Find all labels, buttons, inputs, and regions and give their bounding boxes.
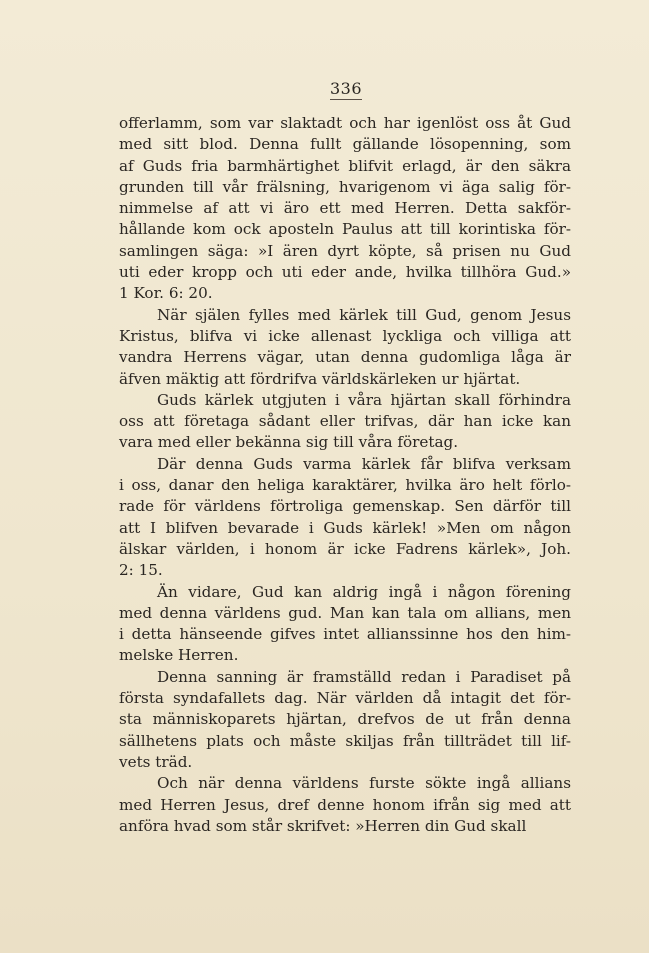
page-number: 336 <box>330 79 363 98</box>
text-line: oss att företaga sådant eller trifvas, där han icke kan <box>119 412 571 431</box>
text-line: Än vidare, Gud kan aldrig ingå i någon förening <box>157 582 571 601</box>
text-line: samlingen säga: »I ären dyrt köpte, så prisen nu Gud <box>119 241 571 260</box>
text-line: i oss, danar den heliga karaktärer, hvilka äro helt förlo- <box>119 476 571 495</box>
text-line: rade för världens förtroliga gemenskap. Sen därför till <box>119 497 571 516</box>
text-line: nimmelse af att vi äro ett med Herren. Detta sakför- <box>119 199 571 218</box>
paragraph <box>119 305 571 390</box>
text-line: vara med eller bekänna sig till våra företag. <box>119 433 459 452</box>
text-line: Kristus, blifva vi icke allenast lyckliga och villiga att <box>119 326 571 345</box>
text-line: hållande kom ock aposteln Paulus att till korintiska för- <box>119 220 571 239</box>
text-line: offerlamm, som var slaktadt och har igenlöst oss åt Gud <box>119 114 571 132</box>
text-line: vets träd. <box>119 752 193 771</box>
text-line: vandra Herrens vägar, utan denna gudomliga låga är <box>119 348 571 367</box>
text-line: melske Herren. <box>119 646 239 665</box>
paragraph <box>119 113 571 305</box>
paragraph <box>119 582 571 667</box>
text-line: att I blifven bevarade i Guds kärlek! »Men om någon <box>119 518 571 537</box>
text-line: Denna sanning är framställd redan i Paradiset på <box>157 667 571 686</box>
paragraph <box>119 390 571 454</box>
text-line: med Herren Jesus, dref denne honom ifrån sig med att <box>119 795 571 814</box>
text-line: sta människoparets hjärtan, drefvos de ut från denna <box>119 710 571 729</box>
paragraph <box>119 454 571 582</box>
text-line: med sitt blod. Denna fullt gällande lösopenning, som <box>119 135 571 154</box>
text-line: Guds kärlek utgjuten i våra hjärtan skall förhindra <box>157 390 571 409</box>
text-line: Där denna Guds varma kärlek får blifva verksam <box>157 454 571 473</box>
text-line: med denna världens gud. Man kan tala om allians, men <box>119 603 571 622</box>
text-line: första syndafallets dag. När världen då intagit det för- <box>119 689 571 708</box>
text-line: När själen fylles med kärlek till Gud, genom Jesus <box>157 305 571 324</box>
text-line: af Guds fria barmhärtighet blifvit erlagd, är den säkra <box>119 156 571 175</box>
text-line: i detta hänseende gifves intet allianssinne hos den him- <box>119 625 571 644</box>
text-line: anföra hvad som står skrifvet: »Herren din Gud skall <box>119 816 527 835</box>
text-line: Och när denna världens furste sökte ingå allians <box>157 774 571 793</box>
body-text <box>119 113 571 837</box>
text-line: uti eder kropp och uti eder ande, hvilka tillhöra Gud.» <box>119 263 571 282</box>
text-line: 1 Kor. 6: 20. <box>119 284 213 303</box>
paragraph <box>119 667 571 773</box>
paragraph <box>119 773 571 837</box>
text-line: grunden till vår frälsning, hvarigenom vi äga salig för- <box>119 177 571 196</box>
text-line: 2: 15. <box>119 561 163 580</box>
text-line: älskar världen, i honom är icke Fadrens kärlek», Joh. <box>119 539 571 558</box>
text-line: sällhetens plats och måste skiljas från tillträdet till lif- <box>119 731 571 750</box>
text-line: äfven mäktig att fördrifva världskärleken ur hjärtat. <box>119 369 521 388</box>
